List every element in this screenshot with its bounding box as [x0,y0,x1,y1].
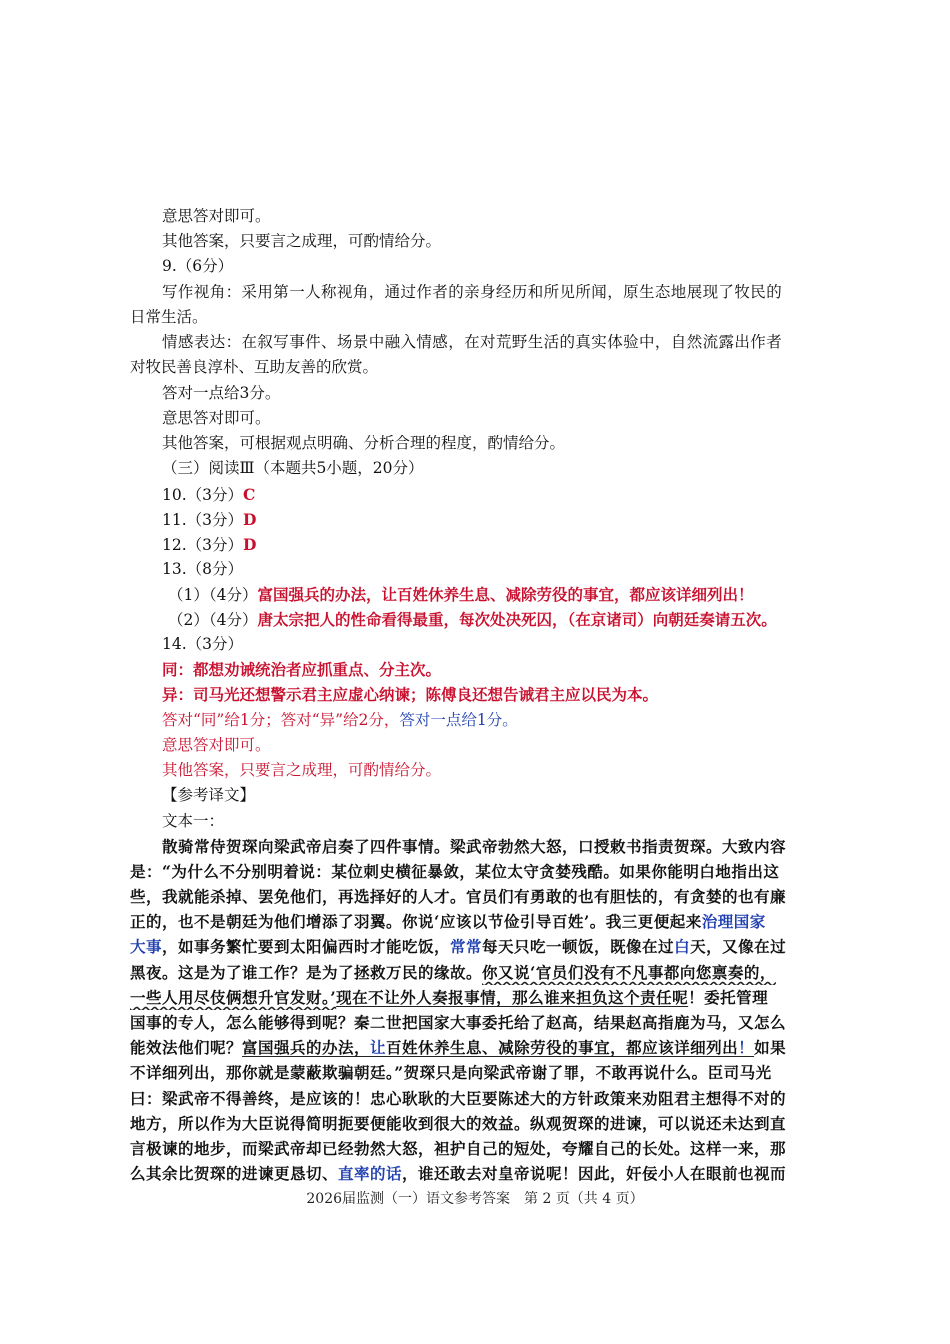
question-number: 9.（6分） [162,257,234,275]
question-label: 13.（8分） [162,560,244,578]
text-span: 奸佞小人在眼前也视而 [626,1164,787,1183]
answer-line-13-2 [168,607,832,633]
translation-line [130,1035,830,1060]
text-line: 日常生活。 [130,308,208,326]
text-span: ，如事务繁忙要到太阳偏西时才能吃饭， [162,937,451,956]
answer-line-12 [162,532,830,558]
text-line: 其他答案，只要言之成理，可酌情给分。 [162,232,442,250]
translation-line: 不详细列出，那你就是蒙蔽欺骗朝廷。”贺琛只是向梁武帝谢了罪，不敢再说什么。臣司马光 [130,1063,772,1082]
answer-line-11 [162,507,830,533]
translation-line: 言极谏的地步，而梁武帝却已经勃然大怒，袒护自己的短处，夸耀自己的长处。这样一来，那 [130,1139,787,1158]
scoring-part-b: 答对一点给1分。 [399,711,518,729]
blue-span: 直率的话 [338,1164,403,1183]
question-label: 11.（3分） [162,511,244,529]
answer-line-13-1 [168,582,832,608]
answer-same: 同：都想劝诫统治者应抓重点、分主次。 [162,660,442,679]
text-span: 正的，也不是朝廷为他们增添了羽翼。你说‘应该以节俭引导百姓’。我三更便起来 [130,912,702,931]
question-label: 12.（3分） [162,536,244,554]
answer-diff: 异：司马光还想警示君主应虚心纳谏；陈傅良还想告诫君主应以民为本。 [162,685,659,704]
text-line: 答对一点给3分。 [162,384,281,402]
answer-value: D [243,535,257,554]
answer-value: 富国强兵的办法，让百姓休养生息、减除劳役的事宜，都应该详细列出！ [257,585,754,604]
translation-line [130,934,830,959]
answer-line-10 [162,482,830,508]
underlined-span: 富国强兵的办法， [242,1038,371,1057]
translation-line [130,960,830,985]
text-line: 对牧民善良淳朴、互助友善的欣赏。 [130,358,379,376]
translation-line: 曰：梁武帝不得善终，是应该的！忠心耿耿的大臣要陈述大的方针政策来劝阻君主想得不对的 [130,1089,787,1108]
text-span: 黑夜。这是为了谁工作？是为了拯救万民的缘故。 [130,963,483,982]
scoring-part-a: 答对“同”给1分；答对“异”给2分， [162,711,400,729]
page-footer: 2026届监测（一）语文参考答案 第 2 页（共 4 页） [306,1191,644,1207]
wavy-underlined-span: 你又说‘官员们没有不凡事都向您禀奏的， [482,963,776,982]
text-line: 意思答对即可。 [162,409,271,427]
translation-line: 地方，所以作为大臣说得简明扼要便能收到很大的效益。纵观贺琛的进谏，可以说还未达到直 [130,1114,787,1133]
translation-line: 国事的专人，怎么能够得到呢？秦二世把国家大事委托给了赵高，结果赵高指鹿为马，又怎么 [130,1013,787,1032]
question-label: （1）（4分） [168,586,258,604]
answer-line-13 [162,557,830,582]
answer-value: C [243,485,256,504]
meaning-note: 意思答对即可。 [162,736,271,754]
text-line: 情感表达：在叙写事件、场景中融入情感，在对荒野生活的真实体验中，自然流露出作者 [162,333,783,351]
text-span: 如果 [754,1038,787,1057]
section-heading: （三）阅读Ⅲ（本题共5小题，20分） [162,459,424,477]
text-span: 么其余比贺琛的进谏更恳切、 [130,1164,339,1183]
translation-line [130,1161,830,1186]
question-label: 14.（3分） [162,635,244,653]
answer-value: D [243,510,257,529]
underlined-span: 现在不让外人奏报事情，那么谁来担负这个责任呢 [336,988,689,1007]
blue-span: 让 [370,1038,387,1057]
translation-line [130,985,830,1010]
answer-line-14 [162,632,830,657]
blue-span: 常常 [450,937,483,956]
translation-line: 散骑常侍贺琛向梁武帝启奏了四件事情。梁武帝勃然大怒，口授敕书指责贺琛。大致内容 [162,837,787,856]
text-line: 写作视角：采用第一人称视角，通过作者的亲身经历和所见所闻，原生态地展现了牧民的 [162,283,783,301]
text-span: 每天只吃一顿饭，既像在过 [482,937,675,956]
blue-span: 白 [674,937,691,956]
blue-span: 治理国家 [701,912,766,931]
wavy-underlined-span: 一些人用尽伎俩想升官发财。’ [130,988,337,1007]
blue-span: ！ [738,1038,755,1057]
translation-line: 些，我就能杀掉、罢免他们，再选择好的人才。官员们有勇敢的也有胆怯的，有贪婪的也有廉 [130,887,787,906]
text-span: 能效法他们呢？ [130,1038,243,1057]
underlined-span: 百姓休养生息、 [386,1038,499,1057]
text-span: ！委托管理 [688,988,769,1007]
underlined-span: 减除劳役的事宜，都应该详细列出 [498,1038,739,1057]
translation-line [130,909,830,934]
text-label: 文本一： [162,812,225,830]
other-note: 其他答案，只要言之成理，可酌情给分。 [162,761,442,779]
question-label: 10.（3分） [162,486,244,504]
translation-header: 【参考译文】 [162,786,256,804]
text-line: 其他答案，可根据观点明确、分析合理的程度，酌情给分。 [162,434,566,452]
text-line: 意思答对即可。 [162,207,271,225]
text-span: ，谁还敢去对皇帝说呢！因此， [402,1164,627,1183]
scoring-note [162,708,830,733]
translation-line: 是：“为什么不分别明着说：某位刺史横征暴敛，某位太守贪婪残酷。如果你能明白地指出这 [130,862,780,881]
blue-span: 大事 [130,937,163,956]
text-span: 天，又像在过 [690,937,787,956]
question-label: （2）（4分） [168,611,258,629]
answer-value: 唐太宗把人的性命看得最重，每次处决死囚，（在京诸司）向朝廷奏请五次。 [257,610,777,629]
